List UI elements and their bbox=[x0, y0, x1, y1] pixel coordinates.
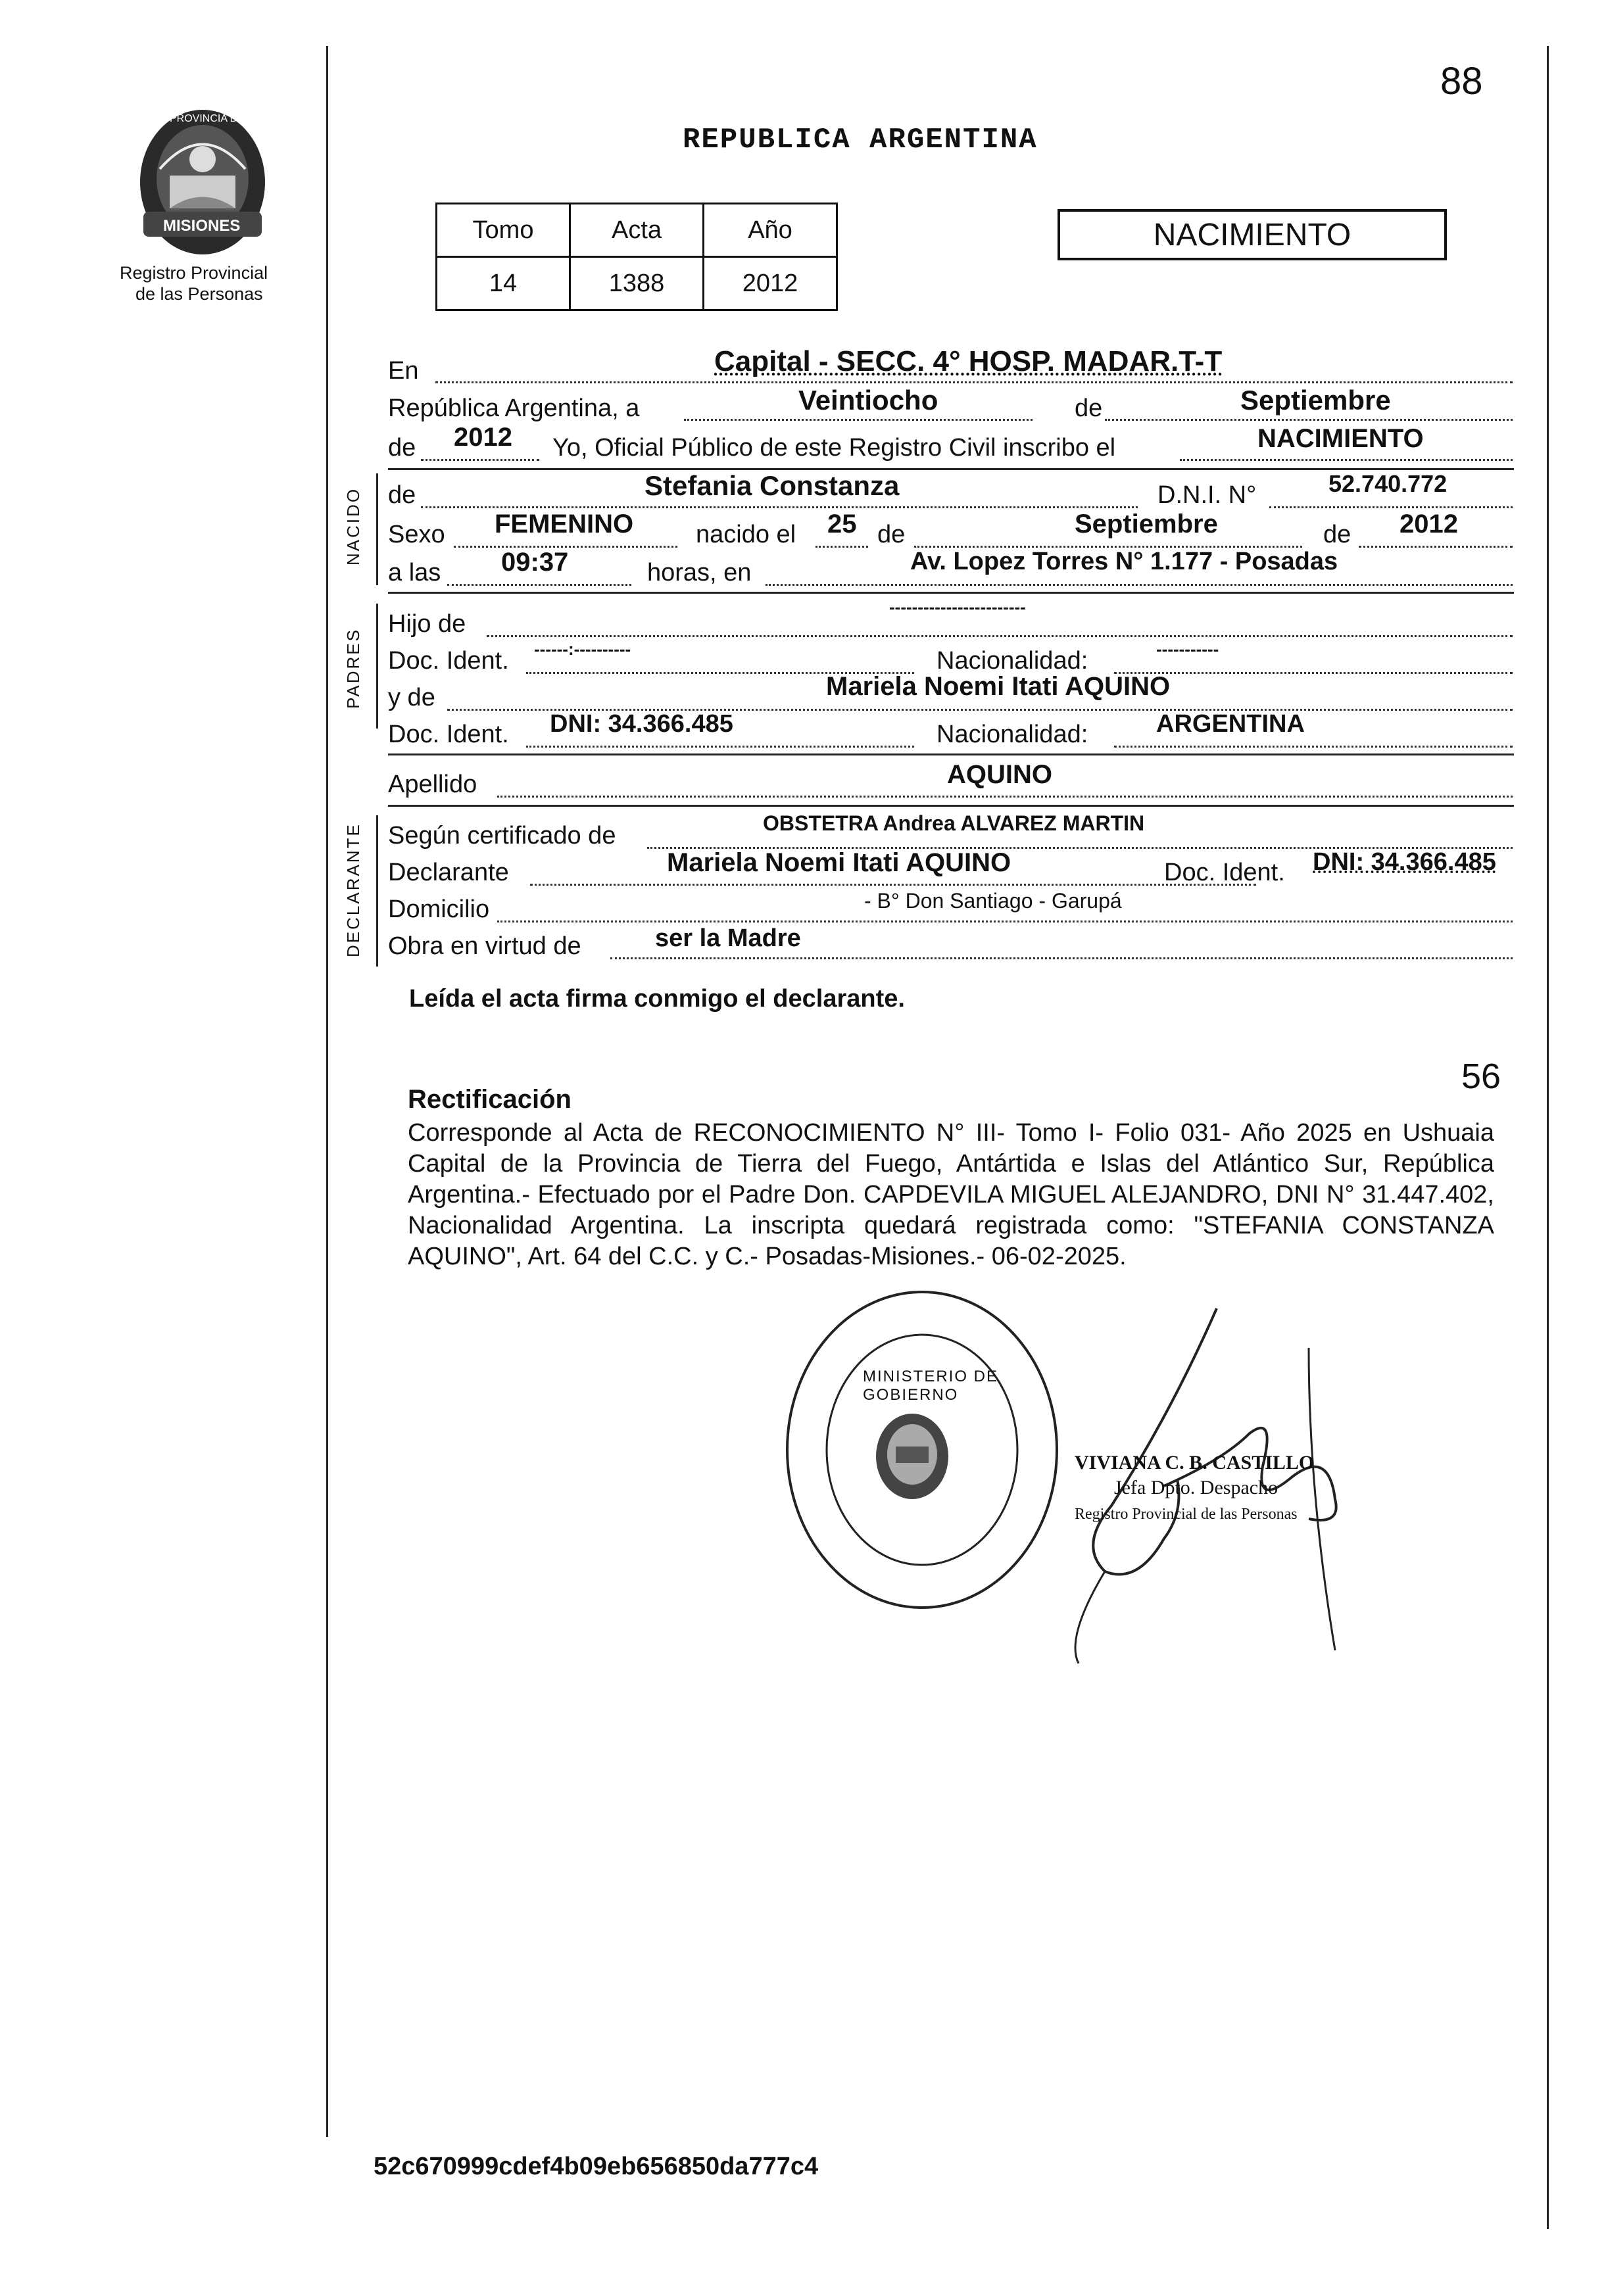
dom-value: - B° Don Santiago - Garupá bbox=[864, 889, 1122, 913]
nacido-de-label: de bbox=[388, 481, 416, 509]
dni-label: D.N.I. N° bbox=[1157, 481, 1257, 509]
decl-value: Mariela Noemi Itati AQUINO bbox=[667, 848, 1011, 877]
dia-dots bbox=[684, 419, 1033, 421]
nac1-label: Nacionalidad: bbox=[937, 647, 1088, 675]
doc1-label: Doc. Ident. bbox=[388, 647, 509, 675]
anio-header: Año bbox=[704, 204, 837, 257]
nombre-value: Stefania Constanza bbox=[645, 470, 900, 501]
tipo-dots bbox=[1180, 459, 1513, 461]
decl-dots bbox=[530, 884, 1256, 886]
a-las-label: a las bbox=[388, 559, 441, 586]
hijo-dots bbox=[487, 635, 1513, 637]
nac2-dots bbox=[1114, 746, 1513, 748]
hora-value: 09:37 bbox=[501, 548, 569, 577]
anio-nac-value: 2012 bbox=[1399, 510, 1458, 538]
decl-label: Declarante bbox=[388, 859, 509, 886]
tomo-value: 14 bbox=[437, 257, 570, 310]
nombre-dots bbox=[421, 506, 1138, 508]
separator-4 bbox=[388, 805, 1514, 807]
page-number: 88 bbox=[1440, 60, 1483, 103]
lugar-dots bbox=[766, 584, 1513, 586]
padres-section-label: PADRES bbox=[343, 628, 363, 709]
de2-label: de bbox=[388, 434, 416, 462]
obra-label: Obra en virtud de bbox=[388, 932, 581, 960]
anio-nac-dots bbox=[1359, 546, 1513, 548]
mes-nac-value: Septiembre bbox=[1075, 510, 1218, 538]
en-value: Capital - SECC. 4° HOSP. MADAR.T-T bbox=[714, 345, 1223, 377]
doc2-value: DNI: 34.366.485 bbox=[550, 710, 733, 738]
padres-bracket bbox=[376, 604, 378, 729]
decl-doc-value: DNI: 34.366.485 bbox=[1313, 848, 1496, 876]
lugar-value: Av. Lopez Torres N° 1.177 - Posadas bbox=[910, 548, 1338, 575]
y-de-label: y de bbox=[388, 684, 435, 711]
side-number: 56 bbox=[1461, 1057, 1501, 1096]
dni-value: 52.740.772 bbox=[1328, 470, 1448, 497]
signature-name: VIVIANA C. B. CASTILLO bbox=[1075, 1452, 1315, 1473]
anio-value: 2012 bbox=[454, 423, 512, 452]
nacido-de3-label: de bbox=[1323, 521, 1351, 548]
apellido-dots bbox=[497, 796, 1513, 798]
mes-value: Septiembre bbox=[1240, 385, 1391, 416]
separator-3 bbox=[388, 753, 1514, 755]
doc2-label: Doc. Ident. bbox=[388, 721, 509, 748]
logo-top-text: PROVINCIA DE bbox=[170, 113, 245, 124]
left-margin-line bbox=[326, 46, 328, 2137]
sexo-value: FEMENINO bbox=[495, 510, 634, 538]
nac1-dots bbox=[1114, 672, 1513, 674]
nacido-de2-label: de bbox=[877, 521, 906, 548]
obra-value: ser la Madre bbox=[655, 924, 801, 952]
doc-type-box: NACIMIENTO bbox=[1058, 209, 1447, 260]
yo-text: Yo, Oficial Público de este Registro Civil inscribo el bbox=[552, 434, 1116, 462]
apellido-value: AQUINO bbox=[947, 760, 1052, 789]
dia-value: Veintiocho bbox=[798, 385, 938, 416]
dia-nac-dots bbox=[815, 546, 868, 548]
signature-role: Jefa Dpto. Despacho bbox=[1114, 1477, 1278, 1498]
right-margin-line bbox=[1547, 46, 1549, 2229]
declarante-bracket bbox=[376, 815, 378, 967]
provincia-seal-logo bbox=[124, 107, 281, 258]
nac2-label: Nacionalidad: bbox=[937, 721, 1088, 748]
en-label: En bbox=[388, 357, 419, 385]
nacido-section-label: NACIDO bbox=[343, 487, 363, 565]
acta-value: 1388 bbox=[570, 257, 704, 310]
hora-dots bbox=[447, 584, 631, 586]
decl-doc-label: Doc. Ident. bbox=[1164, 859, 1285, 886]
madre-value: Mariela Noemi Itati AQUINO bbox=[826, 672, 1171, 701]
nacido-bracket bbox=[376, 473, 378, 585]
apellido-label: Apellido bbox=[388, 771, 477, 798]
dom-label: Domicilio bbox=[388, 896, 490, 923]
anio-value: 2012 bbox=[704, 257, 837, 310]
nac1-value: ----------- bbox=[1156, 639, 1219, 659]
logo-bottom-text: MISIONES bbox=[163, 217, 241, 235]
tipo-value: NACIMIENTO bbox=[1257, 424, 1424, 453]
tomo-acta-table bbox=[435, 203, 838, 311]
registry-line1: Registro Provincial bbox=[120, 263, 268, 283]
anio-dots bbox=[421, 459, 539, 461]
separator-2 bbox=[388, 592, 1514, 594]
stamp-inner-text: MINISTERIO DE GOBIERNO bbox=[863, 1368, 999, 1404]
nac2-value: ARGENTINA bbox=[1156, 710, 1305, 738]
rectificacion-text: Corresponde al Acta de RECONOCIMIENTO N° III- Tomo I- Folio 031- Año 2025 en Ushuaia Capital de la Provincia de Tierra del Fuego, Antártida e Islas del Atlántico Sur, República Argentina.- Efectuado por el Padre Don. CAPDEVILA MIGUEL ALEJANDRO, DNI N° 31.447.402, Nacionalidad Argentina. La inscripta quedará registrada como: "STEFANIA CONSTANZA AQUINO", Art. 64 del C.C. y C.- Posadas-Misiones.- 06-02-2025. bbox=[408, 1119, 1494, 1270]
sexo-label: Sexo bbox=[388, 521, 445, 548]
obra-dots bbox=[610, 957, 1513, 959]
document-hash: 52c670999cdef4b09eb656850da777c4 bbox=[374, 2153, 819, 2180]
mes-dots bbox=[1105, 419, 1513, 421]
tomo-header: Tomo bbox=[437, 204, 570, 257]
hijo-label: Hijo de bbox=[388, 610, 466, 638]
cert-value: OBSTETRA Andrea ALVAREZ MARTIN bbox=[763, 811, 1145, 835]
page-title: REPUBLICA ARGENTINA bbox=[683, 124, 1038, 156]
doc2-dots bbox=[526, 746, 914, 748]
rectificacion-title: Rectificación bbox=[408, 1085, 572, 1114]
acta-header: Acta bbox=[570, 204, 704, 257]
leida-text: Leída el acta firma conmigo el declarante. bbox=[409, 985, 905, 1013]
horas-label: horas, en bbox=[647, 559, 752, 586]
declarante-section-label: DECLARANTE bbox=[343, 823, 363, 957]
republica-label: República Argentina, a bbox=[388, 395, 640, 422]
registro-stamp bbox=[777, 1282, 1067, 1624]
en-dots bbox=[435, 381, 1513, 383]
cert-label: Según certificado de bbox=[388, 822, 616, 849]
dia-nac-value: 25 bbox=[827, 510, 857, 538]
nacido-el-label: nacido el bbox=[696, 521, 796, 548]
registry-line2: de las Personas bbox=[135, 284, 263, 304]
doc1-value: ------:---------- bbox=[534, 639, 631, 659]
de-label: de bbox=[1075, 395, 1103, 422]
dni-dots bbox=[1269, 506, 1513, 508]
hijo-value: ------------------------ bbox=[889, 597, 1026, 617]
signature-org: Registro Provincial de las Personas bbox=[1075, 1506, 1298, 1523]
dom-dots bbox=[497, 921, 1513, 922]
